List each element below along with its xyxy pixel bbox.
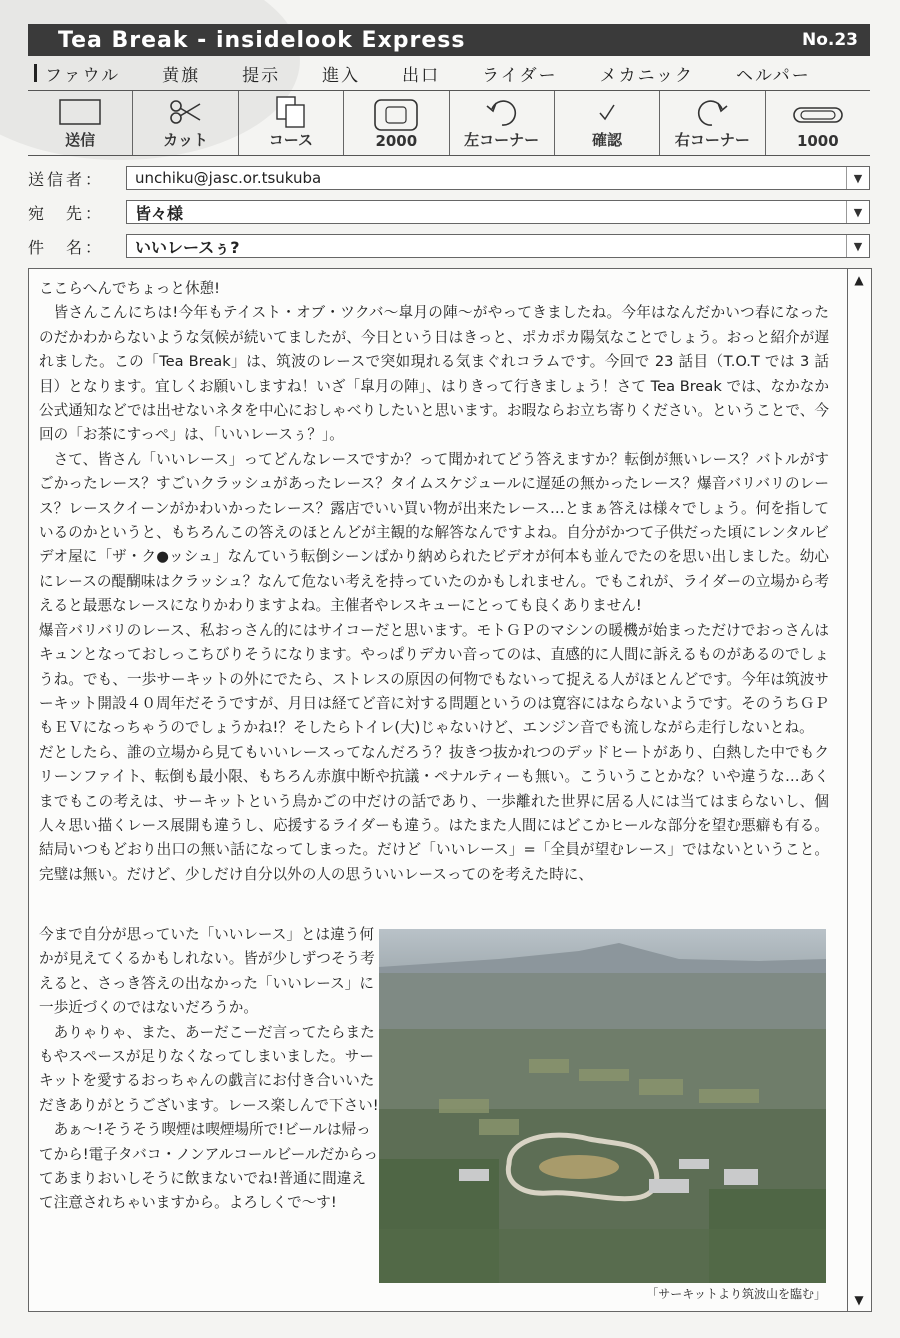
send-button[interactable] [28,91,133,155]
menu-item-helper[interactable]: ヘルパー [735,65,811,86]
scissors-icon [168,95,204,129]
paragraph-6: ありゃりゃ、また、あーだこーだ言ってたらまたもやスペースが足りなくなってしまいました。サーキットを愛するおっちゃんの戯言にお付き合いいただきありがとうございます。レース楽しんで下さい! [39,1023,379,1114]
subject-row [28,233,870,259]
subject-label: 件 名： [28,237,105,257]
menu-item-rider[interactable]: ライダー [482,65,558,86]
paragraph-3: 爆音バリバリのレース、私おっさん的にはサイコーだと思います。モトＧＰのマシンの暖機が始まっただけでおっさんはキュンとなっておしっこちびりそうになります。やっぱりデカい音ってのは、直感的に人間に訴えるものがあるのでしょうね。でも、一歩サーキットの外にでたら、ストレスの原因の何物でもないって捉える人がほとんどです。今年は筑波サーキット開設４０周年だそうですが、月日は経てど音に対する問題というのは寛容にはならないようです。そのうちＧＰもＥＶになっちゃうのでしょうかね!？そしたらトイレ(大)じゃないけど、エンジン音でも流しながら走行しないとね。 [39,621,829,737]
rounded-square-icon [372,98,420,132]
circuit-aerial-photo [379,929,826,1283]
wrapped-text [39,923,379,1216]
right-corner-label: 右コーナー [674,131,750,149]
chevron-down-icon[interactable]: ▼ [846,201,869,223]
menu-item-foul[interactable]: ファウル [45,65,121,86]
menu-item-mechanic[interactable]: メカニック [599,65,694,86]
title-bar [28,24,870,56]
message-body[interactable] [28,268,872,1312]
to-field[interactable] [126,200,870,224]
scrollbar[interactable] [847,269,871,1311]
toolbar [28,90,870,156]
paragraph-2: さて、皆さん「いいレース」ってどんなレースですか？って聞かれてどう答えますか？転倒が無いレース？バトルがすごかったレース？すごいクラッシュがあったレース？タイムスケジュールに遅延の無かったレース？爆音バリバリのレース？レースクイーンがかわいかったレース？露店でいい買い物が出来たレース…とまぁ答えは様々でしょう。何を指しているのかというと、もちろんこの答えのほとんどが主観的な解答なんですよね。自分がかつて子供だった頃にレンタルビデオ屋に「ザ・ク●ッシュ」なんていう転倒シーンばかり納められたビデオが何本も並んでたのを思い出しました。幼心にレースの醍醐味はクラッシュ？なんて危ない考えを持っていたのかもしれません。でもこれが、ライダーの立場から考えると最悪なレースになりかわりますよね。主催者やレスキューにとっても良くありません! [39,450,829,615]
cut-button[interactable] [133,91,238,155]
photo-caption: 「サーキットより筑波山を臨む」 [646,1287,826,1301]
left-corner-button[interactable] [450,91,555,155]
paragraph-7: あぁ～!そうそう喫煙は喫煙場所で!ビールは帰ってから!電子タバコ・ノンアルコールビールだからってあまりおいしそうに飲まないでね!普通に間違えて注意されちゃいますから。よろしくで～す! [39,1121,379,1212]
menu-item-present[interactable]: 提示 [242,65,281,86]
to-value: 皆々様 [135,203,184,223]
rectangle-icon [58,95,102,129]
clip-1000-button[interactable] [766,91,870,155]
subject-field[interactable] [126,234,870,258]
clip-icon [791,98,845,132]
from-label: 送信者： [28,169,105,189]
clip-1000-label: 1000 [796,132,839,150]
paste-2000-button[interactable] [344,91,449,155]
scroll-up-icon[interactable]: ▲ [854,273,864,287]
to-row [28,199,870,225]
menu-item-entry[interactable]: 進入 [322,65,361,86]
issue-number: No.23 [801,30,858,50]
menu-item-yellow-flag[interactable]: 黄旗 [162,65,201,86]
left-corner-label: 左コーナー [464,131,540,149]
menu-item-exit[interactable]: 出口 [402,65,441,86]
copy-icon [273,95,309,129]
to-label: 宛 先： [28,203,105,223]
paste-2000-label: 2000 [375,132,418,150]
text-cursor-icon [34,64,37,82]
chevron-down-icon[interactable]: ▼ [846,235,869,257]
paragraph-intro: ここらへんでちょっと休憩! [39,280,220,297]
check-icon [592,95,622,129]
confirm-label: 確認 [592,131,623,149]
app-title: Tea Break - insidelook Express [58,27,466,53]
from-row [28,165,870,191]
paragraph-4: だとしたら、誰の立場から見てもいいレースってなんだろう？抜きつ抜かれつのデッドヒートがあり、白熱した中でもクリーンファイト、転倒も最小限、もちろん赤旗中断や抗議・ペナルティーも無い。こういうことかな？いや違うな…あくまでもこの考えは、サーキットという鳥かごの中だけの話であり、一歩離れた世界に居る人には当てはまらないし、個人々思い描くレース展開も違うし、応援するライダーも違う。はたまた人間にはどこかヒールな部分を望む悪癖も有る。結局いつもどおり出口の無い話になってしまった。だけど「いいレース」=「全員が望むレース」ではないということ。完璧は無い。だけど、少しだけ自分以外の人の思ういいレースってのを考えた時に、 [39,743,829,883]
redo-arrow-icon [694,95,730,129]
cut-label: カット [163,131,208,149]
menu-bar [28,58,870,88]
confirm-button[interactable] [555,91,660,155]
paragraph-1: 皆さんこんにちは!今年もテイスト・オブ・ツクバ～皐月の陣～がやってきましたね。今年はなんだかいつ春になったのだかわからないような気候が続いてましたが、今日という日はきっと、ポカポカ陽気なことでしょう。おっと紹介が遅れました。この「Tea Break」は、筑波のレースで突如現れる気まぐれコラムです。今回で 23 話目（T.O.T では 3 話目）となります。宜しくお願いしますね！いざ「皐月の陣」、はりきって行きましょう！さて Tea Break では、なかなか公式通知などでは出せないネタを中心におしゃべりしたいと思います。お暇ならお立ち寄りください。ということで、今回の「お茶にすっぺ」は、「いいレースぅ？」。 [39,304,829,444]
send-label: 送信 [65,131,96,149]
course-button[interactable] [239,91,344,155]
right-corner-button[interactable] [660,91,765,155]
undo-arrow-icon [484,95,520,129]
chevron-down-icon[interactable]: ▼ [846,167,869,189]
scroll-down-icon[interactable]: ▼ [854,1293,864,1307]
course-label: コース [268,131,314,149]
message-text [39,277,829,887]
paragraph-5: 今まで自分が思っていた「いいレース」とは違う何かが見えてくるかもしれない。皆が少しずつそう考えると、さっき答えの出なかった「いいレース」に一歩近づくのではないだろうか。 [39,926,375,1017]
from-value: unchiku@jasc.or.tsukuba [135,169,322,187]
from-field[interactable] [126,166,870,190]
subject-value: いいレースぅ? [135,237,240,257]
